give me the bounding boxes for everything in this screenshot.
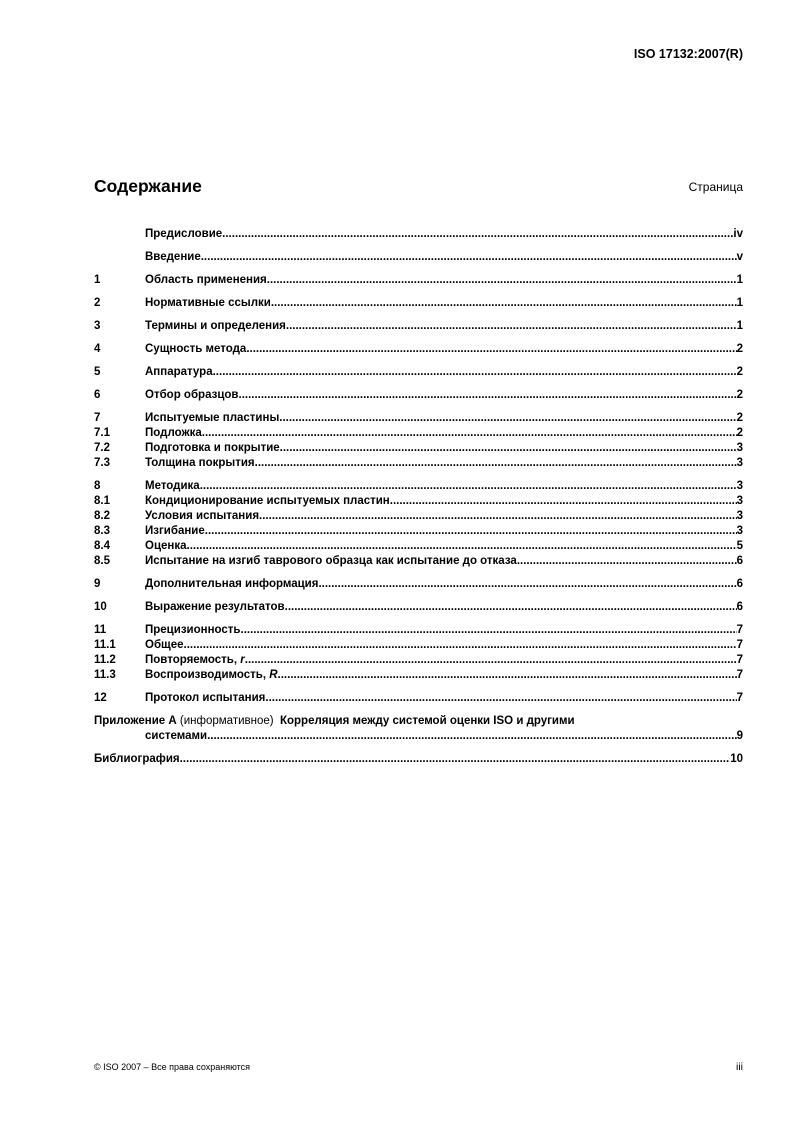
- toc-entry-title-text: Аппаратура: [145, 366, 213, 378]
- toc-entry-page: 7: [736, 669, 743, 681]
- toc-entry-page: 3: [736, 442, 743, 454]
- toc-entry[interactable]: [94, 319, 743, 334]
- annex-title-line2: системами: [145, 730, 208, 742]
- toc-entry-number: 1: [94, 274, 101, 286]
- toc-entry-number: 9: [94, 578, 101, 590]
- toc-bibliography-entry[interactable]: [94, 752, 743, 767]
- toc-entry-title: [145, 691, 265, 706]
- toc-entry-title: [145, 494, 390, 509]
- toc-dot-leader: [259, 509, 737, 524]
- toc-dot-leader: [280, 441, 737, 456]
- page-column-label: Страница: [688, 180, 743, 194]
- toc-dot-leader: [184, 638, 737, 653]
- toc-dot-leader: [265, 691, 736, 706]
- toc-dot-leader: [271, 296, 737, 311]
- toc-entry-number: 5: [94, 366, 101, 378]
- toc-entry[interactable]: [94, 441, 743, 456]
- toc-dot-leader: [517, 554, 737, 569]
- toc-entry-title: [145, 524, 205, 539]
- toc-entry-page: 2: [736, 389, 743, 401]
- toc-entry-title-text: Предисловие: [145, 228, 223, 240]
- toc-entry-title: [145, 365, 213, 380]
- toc-entry[interactable]: [94, 524, 743, 539]
- document-id: ISO 17132:2007(R): [633, 47, 743, 61]
- toc-entry-page: 3: [736, 495, 743, 507]
- annex-title-line1: Корреляция между системой оценки ISO и другими: [279, 715, 575, 727]
- toc-entry-title-text: Введение: [145, 251, 201, 263]
- toc-entry-number: 4: [94, 343, 101, 355]
- toc-dot-leader: [180, 752, 731, 767]
- toc-entry-page: 1: [736, 320, 743, 332]
- toc-entry[interactable]: [94, 456, 743, 471]
- toc-entry[interactable]: [94, 273, 743, 288]
- toc-entry[interactable]: [94, 426, 743, 441]
- toc-entry-title: [145, 411, 279, 426]
- toc-entry-title-text: Условия испытания: [145, 510, 260, 522]
- toc-entry-title: [145, 388, 239, 403]
- toc-entry-title: [145, 273, 267, 288]
- toc-entry-title-text: Область применения: [145, 274, 267, 286]
- toc-entry-number: 8.5: [94, 555, 110, 567]
- toc-entry-title: [145, 456, 255, 471]
- toc-entry-title-text: Испытуемые пластины: [145, 412, 280, 424]
- toc-entry-page: 6: [736, 555, 743, 567]
- toc-entry-page: 3: [736, 480, 743, 492]
- toc-entry-number: 11.3: [94, 669, 116, 681]
- toc-entry-title-text: Изгибание: [145, 525, 205, 537]
- toc-dot-leader: [390, 494, 737, 509]
- toc-entry[interactable]: [94, 600, 743, 615]
- toc-dot-leader: [213, 365, 737, 380]
- toc-entry-number: 7.2: [94, 442, 110, 454]
- toc-entry-title-text: Нормативные ссылки: [145, 297, 271, 309]
- toc-dot-leader: [246, 342, 736, 357]
- toc-entry-title-text: Выражение результатов: [145, 601, 285, 613]
- toc-entry-number: 8: [94, 480, 101, 492]
- toc-entry[interactable]: [94, 577, 743, 592]
- toc-entry[interactable]: [94, 296, 743, 311]
- toc-entry[interactable]: [94, 411, 743, 426]
- toc-entry-title-text: Общее: [145, 639, 184, 651]
- toc-entry-title: [145, 250, 201, 265]
- toc-entry[interactable]: [94, 638, 743, 653]
- toc-entry-page: v: [736, 251, 743, 263]
- toc-entry-page: iv: [733, 228, 743, 240]
- toc-entry-title-text: Оценка: [145, 540, 187, 552]
- toc-dot-leader: [202, 426, 737, 441]
- toc-dot-leader: [286, 319, 737, 334]
- toc-entry-number: 8.4: [94, 540, 110, 552]
- annex-label: Приложение А: [94, 715, 177, 727]
- toc-entry-title-text: Подложка: [145, 427, 202, 439]
- toc-entry-title-text: Толщина покрытия: [145, 457, 255, 469]
- toc-entry-number: 7.1: [94, 427, 110, 439]
- toc-entry-title: [145, 577, 318, 592]
- toc-entry[interactable]: [94, 250, 743, 265]
- toc-entry-page: 2: [736, 343, 743, 355]
- toc-entry-number: 7.3: [94, 457, 110, 469]
- toc-entry[interactable]: [94, 653, 743, 668]
- toc-dot-leader: [279, 411, 736, 426]
- toc-entry-title-text: Кондиционирование испытуемых пластин: [145, 495, 390, 507]
- annex-page: 9: [736, 730, 743, 742]
- toc-entry-number: 11: [94, 624, 107, 636]
- toc-entry-title-text: Воспроизводимость,: [145, 669, 270, 681]
- toc-entry-title: [145, 539, 187, 554]
- toc-entry-title-text: Повторяемость,: [145, 654, 241, 666]
- toc-entry-page: 7: [736, 692, 743, 704]
- bibliography-page: 10: [730, 753, 743, 765]
- toc-entry[interactable]: [94, 539, 743, 554]
- toc-dot-leader: [278, 668, 737, 683]
- toc-entry-number: 8.3: [94, 525, 110, 537]
- toc-dot-leader: [201, 250, 737, 265]
- toc-entry[interactable]: [94, 479, 743, 494]
- toc-entry-title-text: Подготовка и покрытие: [145, 442, 280, 454]
- toc-entry-number: 7: [94, 412, 101, 424]
- table-of-contents: [94, 227, 743, 767]
- toc-entry[interactable]: [94, 227, 743, 242]
- toc-entry-number: 12: [94, 692, 107, 704]
- toc-annex-entry[interactable]: [94, 714, 743, 744]
- toc-entry-title-text: Методика: [145, 480, 200, 492]
- toc-entry-page: 2: [736, 412, 743, 424]
- toc-dot-leader: [187, 539, 737, 554]
- toc-entry[interactable]: [94, 342, 743, 357]
- toc-dot-leader: [207, 729, 737, 744]
- toc-entry-title: [145, 479, 200, 494]
- toc-entry-title: [145, 227, 222, 242]
- toc-entry-title-symbol: r: [240, 654, 245, 666]
- toc-entry-page: 3: [736, 457, 743, 469]
- toc-dot-leader: [205, 524, 737, 539]
- toc-entry-number: 11.2: [94, 654, 116, 666]
- toc-entry[interactable]: [94, 623, 743, 638]
- toc-entry-page: 3: [736, 525, 743, 537]
- toc-dot-leader: [241, 623, 737, 638]
- toc-entry-page: 6: [736, 601, 743, 613]
- toc-entry-page: 3: [736, 510, 743, 522]
- toc-entry-title: [145, 296, 271, 311]
- toc-dot-leader: [222, 227, 733, 242]
- toc-dot-leader: [239, 388, 737, 403]
- toc-entry-number: 6: [94, 389, 101, 401]
- toc-entry-page: 6: [736, 578, 743, 590]
- toc-entry[interactable]: [94, 365, 743, 380]
- toc-entry-title: [145, 600, 285, 615]
- toc-dot-leader: [245, 653, 737, 668]
- toc-entry-title-text: Прецизионность: [145, 624, 241, 636]
- toc-entry-title: [145, 668, 278, 683]
- toc-entry-number: 11.1: [94, 639, 116, 651]
- toc-entry[interactable]: [94, 388, 743, 403]
- toc-entry-title: [145, 342, 246, 357]
- toc-title: Содержание: [94, 176, 202, 196]
- toc-entry-page: 1: [736, 297, 743, 309]
- toc-dot-leader: [285, 600, 737, 615]
- toc-entry-page: 1: [736, 274, 743, 286]
- toc-dot-leader: [318, 577, 736, 592]
- toc-entry-number: 8.1: [94, 495, 110, 507]
- toc-entry-page: 2: [736, 366, 743, 378]
- toc-entry-title: [145, 653, 245, 668]
- toc-entry-title: [145, 426, 202, 441]
- toc-entry-title-text: Испытание на изгиб таврового образца как испытание до отказа: [145, 555, 517, 567]
- toc-entry-title-symbol: R: [269, 669, 278, 681]
- toc-entry-number: 10: [94, 601, 107, 613]
- annex-note: (информативное): [179, 715, 274, 727]
- toc-entry-title: [145, 623, 241, 638]
- toc-entry-title: [145, 441, 280, 456]
- toc-entry-page: 7: [736, 624, 743, 636]
- toc-entry[interactable]: [94, 554, 743, 569]
- toc-dot-leader: [200, 479, 737, 494]
- toc-entry[interactable]: [94, 668, 743, 683]
- toc-entry-page: 7: [736, 639, 743, 651]
- toc-entry[interactable]: [94, 509, 743, 524]
- toc-entry-number: 2: [94, 297, 101, 309]
- toc-entry-page: 5: [736, 540, 743, 552]
- toc-entry-title-text: Термины и определения: [145, 320, 286, 332]
- toc-entry-page: 2: [736, 427, 743, 439]
- toc-entry-title: [145, 509, 259, 524]
- toc-dot-leader: [255, 456, 737, 471]
- toc-entry-number: 3: [94, 320, 101, 332]
- toc-entry[interactable]: [94, 691, 743, 706]
- toc-entry-title-text: Сущность метода: [145, 343, 247, 355]
- toc-entry-page: 7: [736, 654, 743, 666]
- toc-entry-title-text: Протокол испытания: [145, 692, 266, 704]
- bibliography-title: Библиография: [94, 753, 180, 765]
- toc-entry-title: [145, 319, 286, 334]
- toc-entry[interactable]: [94, 494, 743, 509]
- toc-entry-title: [145, 554, 517, 569]
- toc-dot-leader: [267, 273, 737, 288]
- toc-entry-number: 8.2: [94, 510, 110, 522]
- toc-entry-title-text: Отбор образцов: [145, 389, 239, 401]
- toc-entry-title-text: Дополнительная информация: [145, 578, 319, 590]
- copyright-notice: © ISO 2007 – Все права сохраняются: [94, 1062, 251, 1072]
- page-number: iii: [736, 1061, 743, 1073]
- toc-entry-title: [145, 638, 184, 653]
